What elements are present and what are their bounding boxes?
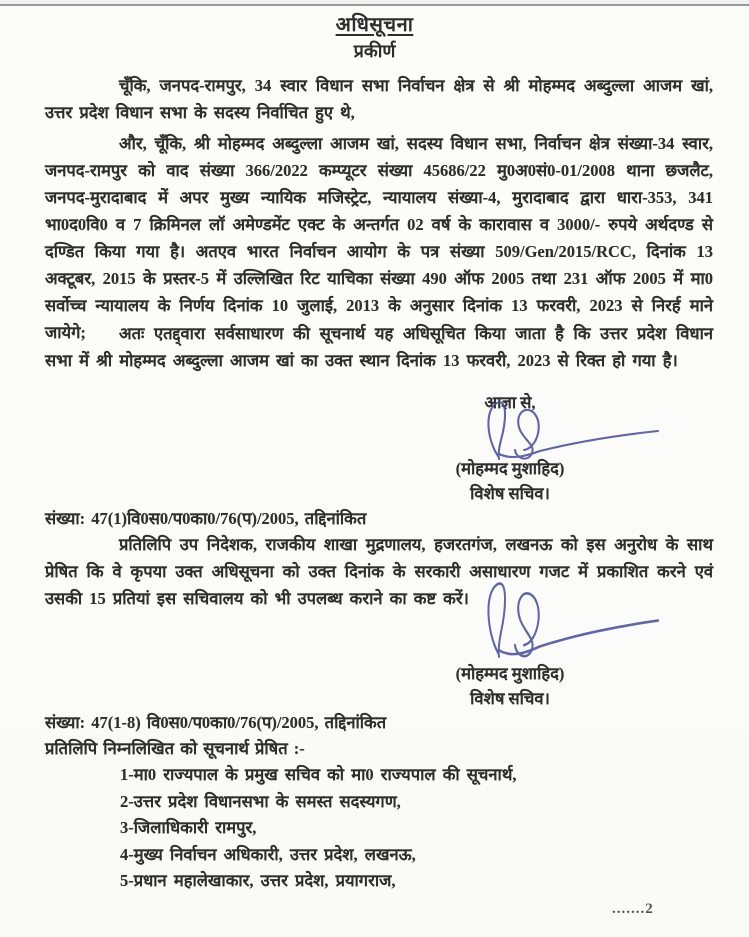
- signature-block-1: [400, 390, 620, 510]
- copy-list-item: 3-जिलाधिकारी रामपुर,: [120, 818, 257, 837]
- copy-list-item: 4-मुख्य निर्वाचन अधिकारी, उत्तर प्रदेश, लखनऊ,: [120, 845, 416, 864]
- signature-block-2: [400, 578, 620, 713]
- document-subtitle: प्रकीर्ण: [353, 41, 396, 61]
- by-order-text: आज्ञा से,: [484, 393, 536, 412]
- signatory-designation: विशेष सचिव।: [470, 484, 550, 503]
- reference-number-2: संख्या: 47(1-8) वि0स0/प0का0/76(प)/2005, तद्दिनांकित: [45, 713, 387, 732]
- paragraph-seat-vacancy-declaration: अतः एतद्द्वारा सर्वसाधारण की सूचनार्थ यह अधिसूचित किया जाता है कि उत्तर प्रदेश विधान सभा में श्री मोहम्मद अब्दुल्ला आजम खां का उक्त स्थान दिनांक 13 फरवरी, 2023 से रिक्त हो गया है।: [45, 324, 713, 370]
- scan-top-edge: [0, 0, 749, 6]
- copy-list-item: 5-प्रधान महालेखाकार, उत्तर प्रदेश, प्रयागराज,: [120, 871, 396, 890]
- signatory-name: (मोहम्मद मुशाहिद): [455, 664, 565, 683]
- copy-list-item: 2-उत्तर प्रदेश विधानसभा के समस्त सदस्यगण,: [120, 792, 401, 811]
- copy-list-item: 1-मा0 राज्यपाल के प्रमुख सचिव को मा0 राज्यपाल की सूचनार्थ,: [120, 765, 517, 784]
- paragraph-conviction-details: और, चूँकि, श्री मोहम्मद अब्दुल्ला आजम खां, सदस्य विधान सभा, निर्वाचन क्षेत्र संख्या-34 स्वार, जनपद-रामपुर को वाद संख्या 366/2022 कम्प्यूटर संख्या 45686/22 मु0अ0सं0-01/2008 थाना छजलैट, जनपद-मुरादाबाद में अपर मुख्य न्यायिक मजिस्ट्रेट, न्यायालय संख्या-4, मुरादाबाद द्वारा धारा-353, 341 भा0द0वि0 व 7 क्रिमिनल लॉ अमेण्डमेंट एक्ट के अन्तर्गत 02 वर्ष के कारावास व 3000/- रुपये अर्थदण्ड से दण्डित किया गया है। अतएव भारत निर्वाचन आयोग के पत्र संख्या 509/Gen/2015/RCC, दिनांक 13 अक्टूबर, 2015 के प्रस्तर-5 में उल्लिखित रिट याचिका संख्या 490 ऑफ 2005 तथा 231 ऑफ 2005 में मा0 सर्वोच्च न्यायालय के निर्णय दिनांक 10 जुलाई, 2013 के अनुसार दिनांक 13 फरवरी, 2023 से निरर्ह माने जायेगे;: [45, 134, 713, 342]
- signatory-designation: विशेष सचिव।: [470, 689, 550, 708]
- reference-number-1: संख्या: 47(1)वि0स0/प0का0/76(प)/2005, तद्दिनांकित: [45, 509, 367, 528]
- document-header: [0, 10, 749, 63]
- page-title: अधिसूचना: [335, 14, 414, 36]
- paragraph-election-background: चूँकि, जनपद-रामपुर, 34 स्वार विधान सभा निर्वाचन क्षेत्र से श्री मोहम्मद अब्दुल्ला आजम खां, उत्तर प्रदेश विधान सभा के सदस्य निर्वाचित हुए थे,: [45, 76, 713, 122]
- page-number: .......2: [612, 901, 654, 917]
- signatory-name: (मोहम्मद मुशाहिद): [455, 459, 565, 478]
- signature-ink-1: [468, 398, 663, 460]
- paragraph-copy-to-press: प्रतिलिपि उप निदेशक, राजकीय शाखा मुद्रणालय, हजरतगंज, लखनऊ को इस अनुरोध के साथ प्रेषित कि वे कृपया उक्त अधिसूचना को उक्त दिनांक के सरकारी असाधारण गजट में प्रकाशित करने एवं उसकी 15 प्रतियां इस सचिवालय को भी उपलब्ध कराने का कष्ट करें।: [45, 535, 713, 608]
- copy-distribution-intro: प्रतिलिपि निम्नलिखित को सूचनार्थ प्रेषित :-: [45, 739, 305, 758]
- signature-ink-2: [468, 578, 663, 658]
